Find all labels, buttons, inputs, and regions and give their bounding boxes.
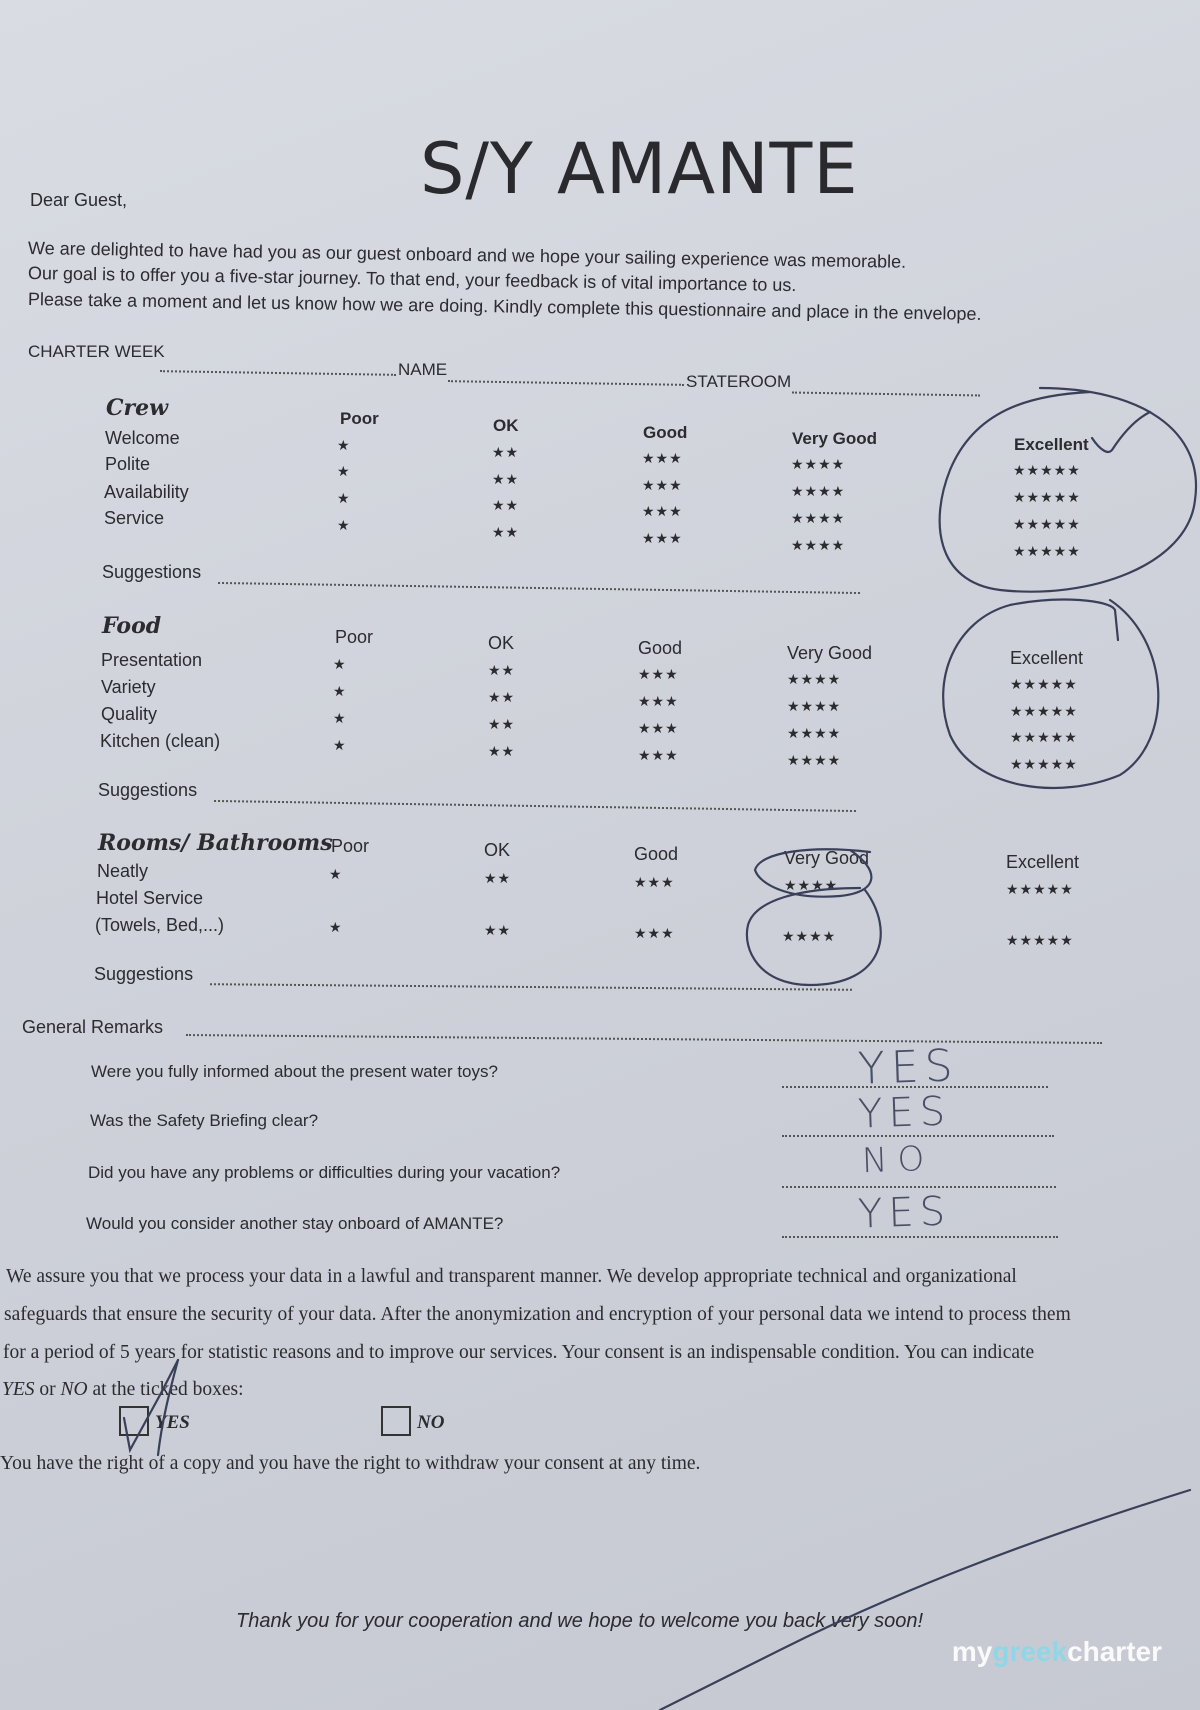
handwritten-answer-3: NO — [861, 1138, 935, 1182]
food-variety-4[interactable]: ★★★★ — [787, 698, 842, 714]
rooms-header-excellent: Excellent — [1006, 852, 1080, 872]
general-remarks-label: General Remarks — [22, 1017, 164, 1037]
crew-item-polite: Polite — [105, 454, 151, 474]
crew-welcome-2[interactable]: ★★ — [492, 444, 520, 460]
food-quality-3[interactable]: ★★★ — [638, 720, 679, 736]
consent-line-3: for a period of 5 years for statistic reasons and to improve our services. Your consent is an indispensable condition. You can indicate — [3, 1342, 1035, 1363]
crew-welcome-3[interactable]: ★★★ — [642, 450, 683, 466]
food-variety-2[interactable]: ★★ — [488, 689, 516, 705]
rooms-header-good: Good — [634, 844, 679, 864]
rooms-item-hotel-service: Hotel Service — [96, 888, 204, 908]
crew-header-ok: OK — [493, 416, 519, 435]
watermark-charter: charter — [1067, 1636, 1162, 1667]
consent-line-1: We assure you that we process your data in a lawful and transparent manner. We develop appropriate technical and organizational — [6, 1266, 1017, 1287]
consent-line-4 — [2, 1379, 244, 1401]
question-water-toys: Were you fully informed about the present water toys? — [91, 1062, 498, 1081]
crew-availability-2[interactable]: ★★ — [492, 497, 520, 513]
handwritten-answer-4: YES — [857, 1188, 952, 1238]
name-line — [448, 380, 684, 386]
food-presentation-4[interactable]: ★★★★ — [787, 671, 842, 687]
rooms-service-1[interactable]: ★ — [329, 919, 343, 935]
food-kitchen-2[interactable]: ★★ — [488, 743, 516, 759]
watermark-greek: greek — [992, 1636, 1068, 1667]
crew-service-3[interactable]: ★★★ — [642, 530, 683, 546]
yes-checkbox[interactable] — [119, 1406, 149, 1436]
rooms-service-2[interactable]: ★★ — [484, 922, 512, 938]
stateroom-label: STATEROOM — [686, 372, 792, 391]
consent-line-2: safeguards that ensure the security of your data. After the anonymization and encryption of your personal data we intend to process them — [4, 1304, 1071, 1325]
food-presentation-3[interactable]: ★★★ — [638, 666, 679, 682]
rooms-service-3[interactable]: ★★★ — [634, 925, 675, 941]
rooms-neatly-2[interactable]: ★★ — [484, 870, 512, 886]
watermark-my: my — [951, 1636, 993, 1667]
rooms-neatly-5[interactable]: ★★★★★ — [1006, 881, 1074, 897]
crew-service-5[interactable]: ★★★★★ — [1013, 543, 1081, 559]
crew-availability-5[interactable]: ★★★★★ — [1013, 516, 1081, 532]
signature-stroke — [660, 1490, 1190, 1710]
page-title: S/Y AMANTE — [420, 128, 859, 210]
question-safety-briefing: Was the Safety Briefing clear? — [90, 1111, 319, 1130]
no-checkbox-label: NO — [417, 1412, 445, 1433]
rooms-header-very-good: Very Good — [784, 848, 870, 868]
thank-you-note: Thank you for your cooperation and we hope to welcome you back very soon! — [236, 1610, 924, 1632]
food-variety-3[interactable]: ★★★ — [638, 693, 679, 709]
intro-line-1: We are delighted to have had you as our guest onboard and we hope your sailing experience was memorable. — [27, 238, 907, 272]
crew-header-very-good: Very Good — [792, 429, 878, 448]
crew-item-welcome: Welcome — [105, 428, 180, 448]
food-presentation-1[interactable]: ★ — [333, 656, 347, 672]
yes-checkbox-label: YES — [155, 1412, 190, 1433]
general-remarks-line[interactable] — [186, 1034, 1102, 1044]
no-checkbox[interactable] — [381, 1406, 411, 1436]
rooms-suggestions-label: Suggestions — [94, 964, 194, 984]
crew-welcome-4[interactable]: ★★★★ — [791, 456, 846, 472]
question-problems: Did you have any problems or difficulties during your vacation? — [88, 1163, 561, 1182]
answer-line-another-stay[interactable] — [782, 1236, 1058, 1238]
question-another-stay: Would you consider another stay onboard of AMANTE? — [86, 1214, 504, 1233]
food-quality-4[interactable]: ★★★★ — [787, 725, 842, 741]
crew-polite-1[interactable]: ★ — [337, 463, 351, 479]
crew-header-poor: Poor — [340, 409, 379, 428]
consent-rights: You have the right of a copy and you have the right to withdraw your consent at any time. — [0, 1453, 701, 1474]
food-quality-1[interactable]: ★ — [333, 710, 347, 726]
rooms-header-poor: Poor — [331, 836, 370, 856]
handwritten-answer-2: YES — [857, 1088, 952, 1138]
crew-welcome-1[interactable]: ★ — [337, 437, 351, 453]
crew-polite-4[interactable]: ★★★★ — [791, 483, 846, 499]
crew-item-service: Service — [104, 508, 165, 528]
charter-week-label: CHARTER WEEK — [28, 342, 165, 361]
crew-polite-3[interactable]: ★★★ — [642, 477, 683, 493]
rooms-neatly-1[interactable]: ★ — [329, 866, 343, 882]
crew-welcome-5[interactable]: ★★★★★ — [1013, 462, 1081, 478]
food-presentation-5[interactable]: ★★★★★ — [1010, 676, 1078, 692]
consent-yes-word: YES — [2, 1379, 35, 1400]
food-quality-2[interactable]: ★★ — [488, 716, 516, 732]
crew-availability-3[interactable]: ★★★ — [642, 503, 683, 519]
crew-availability-4[interactable]: ★★★★ — [791, 510, 846, 526]
intro-line-2: Our goal is to offer you a five-star journey. To that end, your feedback is of vital importance to us. — [27, 263, 797, 296]
rooms-service-5[interactable]: ★★★★★ — [1006, 932, 1074, 948]
food-kitchen-4[interactable]: ★★★★ — [787, 752, 842, 768]
food-item-presentation: Presentation — [101, 650, 203, 670]
yes-checkbox-tick — [124, 1360, 178, 1450]
food-header-very-good: Very Good — [787, 643, 873, 663]
food-header-ok: OK — [488, 633, 515, 653]
charter-week-line — [160, 370, 396, 376]
consent-ticked-text: at the ticked boxes: — [92, 1379, 244, 1400]
food-variety-5[interactable]: ★★★★★ — [1010, 703, 1078, 719]
food-item-variety: Variety — [101, 677, 156, 697]
rooms-suggestions-line[interactable] — [210, 983, 852, 991]
crew-item-availability: Availability — [104, 482, 189, 502]
consent-or-word: or — [39, 1379, 56, 1400]
food-item-quality: Quality — [101, 704, 158, 724]
crew-polite-2[interactable]: ★★ — [492, 471, 520, 487]
food-kitchen-3[interactable]: ★★★ — [638, 747, 679, 763]
crew-title: Crew — [106, 395, 169, 421]
food-suggestions-line[interactable] — [214, 800, 856, 812]
food-presentation-2[interactable]: ★★ — [488, 662, 516, 678]
crew-excellent-tick — [1092, 412, 1150, 452]
consent-no-word: NO — [60, 1379, 88, 1400]
food-header-poor: Poor — [335, 627, 374, 647]
crew-service-2[interactable]: ★★ — [492, 524, 520, 540]
crew-availability-1[interactable]: ★ — [337, 490, 351, 506]
watermark-logo — [952, 1636, 1162, 1668]
crew-header-excellent: Excellent — [1014, 435, 1089, 454]
food-variety-1[interactable]: ★ — [333, 683, 347, 699]
crew-service-4[interactable]: ★★★★ — [791, 537, 846, 553]
crew-header-good: Good — [643, 423, 688, 442]
food-quality-5[interactable]: ★★★★★ — [1010, 729, 1078, 745]
rooms-neatly-3[interactable]: ★★★ — [634, 874, 675, 890]
handwritten-answer-1: YES — [857, 1040, 960, 1095]
answer-line-problems[interactable] — [782, 1186, 1056, 1188]
rooms-item-neatly: Neatly — [97, 861, 149, 881]
rooms-title: Rooms/ Bathrooms — [98, 830, 333, 856]
food-title: Food — [102, 613, 162, 639]
food-kitchen-1[interactable]: ★ — [333, 737, 347, 753]
food-header-excellent: Excellent — [1010, 648, 1084, 668]
rooms-neatly-4[interactable]: ★★★★ — [784, 877, 839, 893]
rooms-item-towels: (Towels, Bed,...) — [95, 915, 225, 935]
rooms-header-ok: OK — [484, 840, 511, 860]
yes-checkbox-tick-tail — [158, 1360, 178, 1455]
crew-suggestions-label: Suggestions — [102, 562, 202, 582]
food-suggestions-label: Suggestions — [98, 780, 198, 800]
crew-suggestions-line[interactable] — [218, 582, 860, 594]
rooms-service-4[interactable]: ★★★★ — [782, 928, 837, 944]
stateroom-line — [792, 392, 980, 397]
crew-polite-5[interactable]: ★★★★★ — [1013, 489, 1081, 505]
food-item-kitchen: Kitchen (clean) — [100, 731, 221, 751]
greeting: Dear Guest, — [30, 190, 128, 210]
food-kitchen-5[interactable]: ★★★★★ — [1010, 756, 1078, 772]
name-label: NAME — [398, 360, 448, 379]
crew-service-1[interactable]: ★ — [337, 517, 351, 533]
intro-line-3: Please take a moment and let us know how we are doing. Kindly complete this questionnaire and place in the envelope. — [27, 289, 982, 324]
food-header-good: Good — [638, 638, 683, 658]
